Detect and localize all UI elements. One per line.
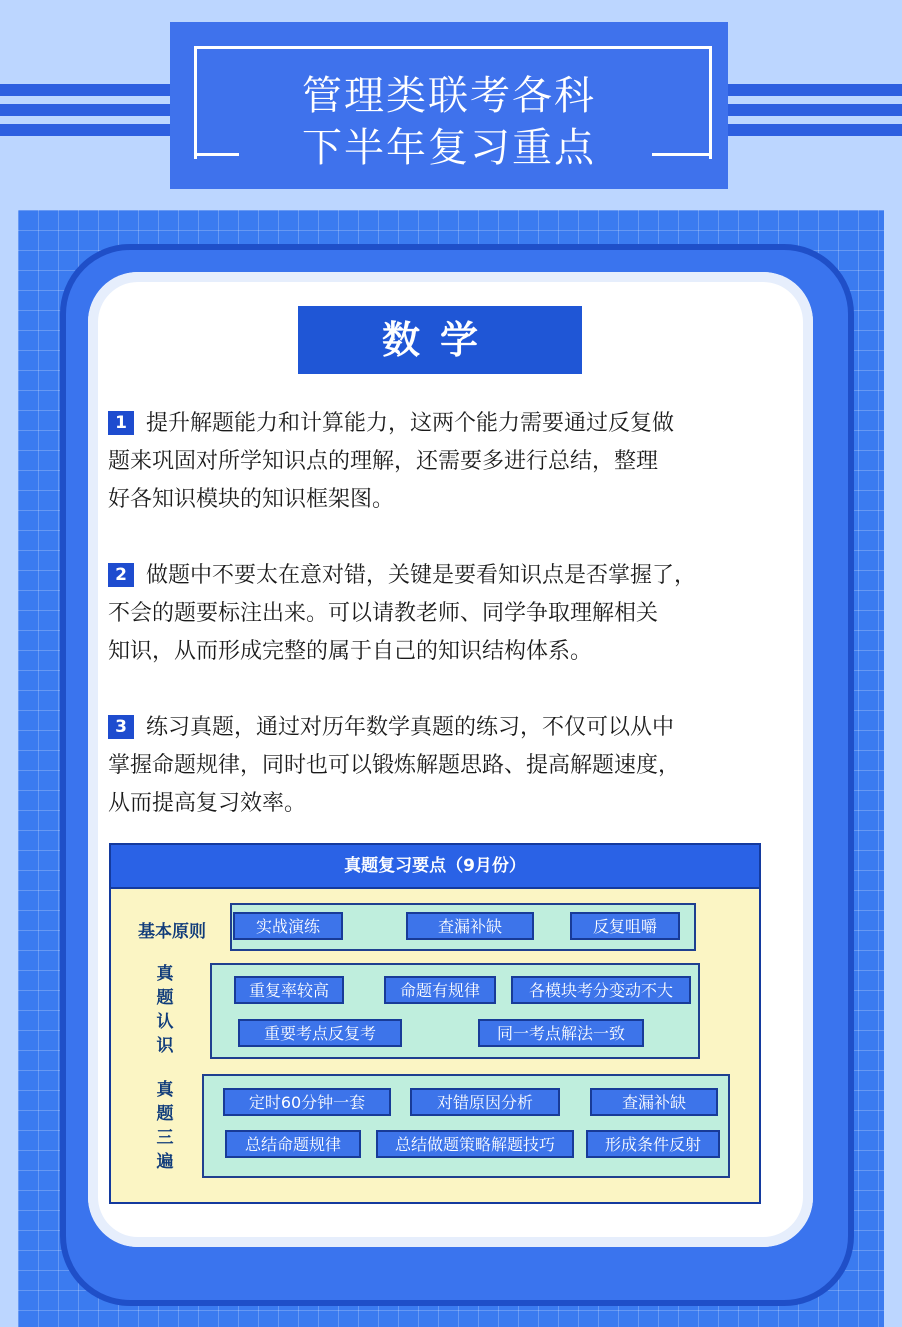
row-label-basic-principles: 基本原则 bbox=[138, 922, 206, 942]
header-title-line2: 下半年复习重点 bbox=[302, 125, 596, 171]
tag-high-repetition: 重复率较高 bbox=[234, 976, 344, 1004]
point-text: 好各知识模块的知识框架图。 bbox=[108, 487, 395, 512]
row-label-char: 真 bbox=[156, 964, 174, 984]
point-3 bbox=[108, 709, 788, 823]
tag-reflex: 形成条件反射 bbox=[586, 1130, 720, 1158]
point-number-badge: 1 bbox=[108, 411, 134, 435]
section-title: 数学 bbox=[298, 306, 582, 374]
row-label-char: 题 bbox=[156, 988, 174, 1008]
header-stripe-left-2 bbox=[0, 104, 170, 116]
tag-error-analysis: 对错原因分析 bbox=[410, 1088, 560, 1116]
point-number-badge: 3 bbox=[108, 715, 134, 739]
header-stripe-right-3 bbox=[728, 124, 902, 136]
tag-timed-set: 定时60分钟一套 bbox=[223, 1088, 391, 1116]
header-stripe-left-1 bbox=[0, 84, 170, 96]
row-label-char: 真 bbox=[156, 1080, 174, 1100]
row-label-char: 识 bbox=[156, 1036, 174, 1056]
point-text: 做题中不要太在意对错，关键是要看知识点是否掌握了， bbox=[146, 563, 697, 588]
table-title: 真题复习要点（9月份） bbox=[109, 843, 761, 889]
row-label-char: 遍 bbox=[156, 1152, 174, 1172]
row-label-char: 三 bbox=[156, 1128, 174, 1148]
point-text: 题来巩固对所学知识点的理解，还需要多进行总结，整理 bbox=[108, 449, 659, 474]
header-stripe-left-3 bbox=[0, 124, 170, 136]
point-text: 提升解题能力和计算能力，这两个能力需要通过反复做 bbox=[146, 411, 675, 436]
tag-strategy-techniques: 总结做题策略解题技巧 bbox=[376, 1130, 574, 1158]
tag-repeated-key-points: 重要考点反复考 bbox=[238, 1019, 402, 1047]
tag-practice: 实战演练 bbox=[233, 912, 343, 940]
row-label-char: 认 bbox=[156, 1012, 174, 1032]
row-label-char: 题 bbox=[156, 1104, 174, 1124]
row-label-three-passes bbox=[153, 1078, 177, 1174]
tag-stable-scores: 各模块考分变动不大 bbox=[511, 976, 691, 1004]
row-label-exam-understanding bbox=[153, 962, 177, 1058]
point-1 bbox=[108, 405, 788, 519]
point-text: 掌握命题规律，同时也可以锻炼解题思路、提高解题速度， bbox=[108, 753, 681, 778]
tag-pattern: 命题有规律 bbox=[384, 976, 496, 1004]
point-text: 知识，从而形成完整的属于自己的知识结构体系。 bbox=[108, 639, 593, 664]
tag-review: 反复咀嚼 bbox=[570, 912, 680, 940]
point-text: 不会的题要标注出来。可以请教老师、同学争取理解相关 bbox=[108, 601, 659, 626]
point-text: 从而提高复习效率。 bbox=[108, 791, 307, 816]
point-text: 练习真题，通过对历年数学真题的练习，不仅可以从中 bbox=[146, 715, 675, 740]
header-stripe-right-1 bbox=[728, 84, 902, 96]
tag-fill-gaps: 查漏补缺 bbox=[406, 912, 534, 940]
header-title-line1: 管理类联考各科 bbox=[302, 73, 596, 119]
point-2 bbox=[108, 557, 788, 671]
tag-fill-gaps-2: 查漏补缺 bbox=[590, 1088, 718, 1116]
tag-same-method: 同一考点解法一致 bbox=[478, 1019, 644, 1047]
header-stripe-right-2 bbox=[728, 104, 902, 116]
tag-summarize-patterns: 总结命题规律 bbox=[225, 1130, 361, 1158]
point-number-badge: 2 bbox=[108, 563, 134, 587]
